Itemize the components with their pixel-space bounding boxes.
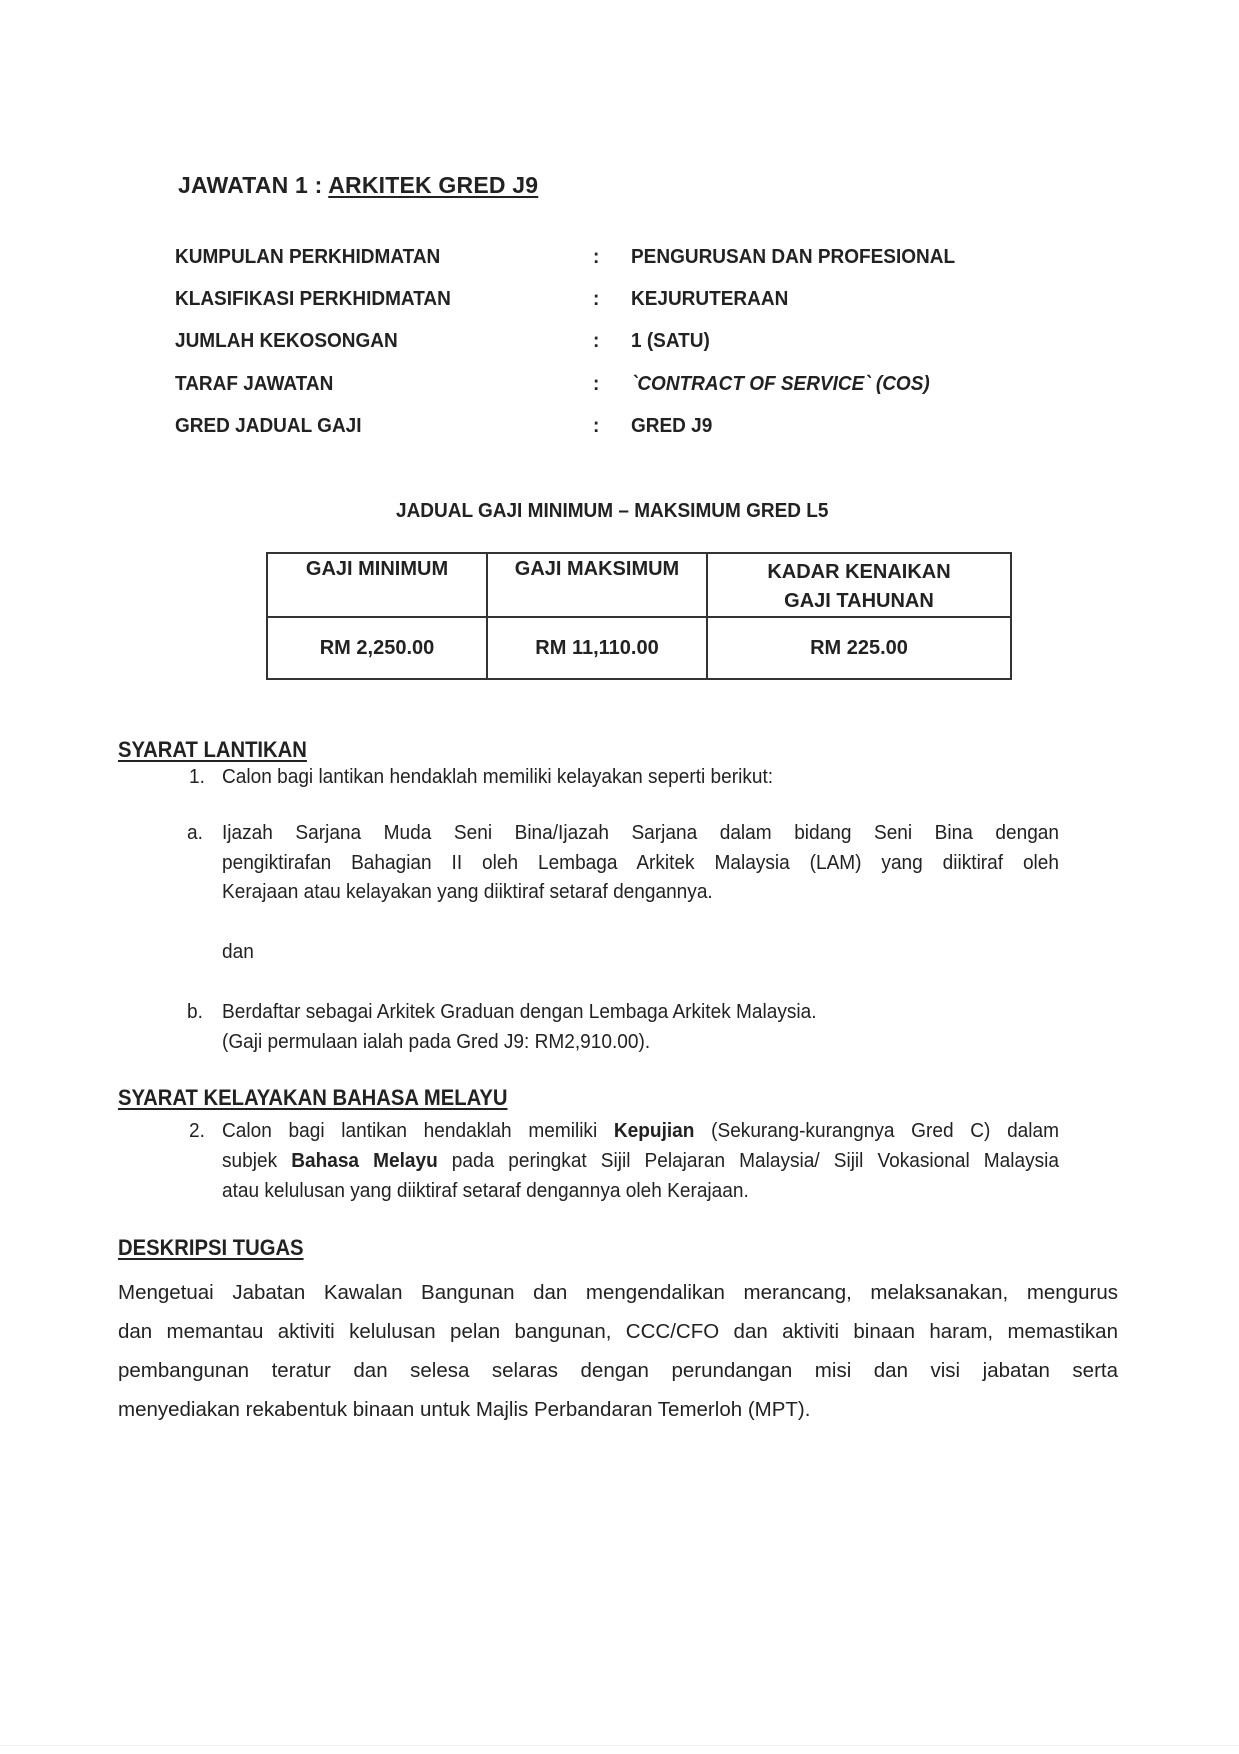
- salary-table-value-row: [267, 617, 1011, 679]
- item-a-line: pengiktirafan Bahagian II oleh Lembaga Arkitek Malaysia (LAM) yang diiktiraf oleh: [222, 851, 1059, 874]
- section-heading-syarat-bahasa: SYARAT KELAYAKAN BAHASA MELAYU: [118, 1085, 508, 1110]
- page-edge-divider: [0, 1745, 1239, 1746]
- text-segment: subjek: [222, 1149, 292, 1172]
- emphasis-kepujian: Kepujian: [613, 1119, 695, 1142]
- conjunction-dan: dan: [222, 940, 254, 963]
- detail-value: GRED J9: [631, 415, 713, 437]
- section-heading-syarat-lantikan: SYARAT LANTIKAN: [118, 737, 307, 762]
- detail-label: GRED JADUAL GAJI: [175, 415, 362, 437]
- detail-value: PENGURUSAN DAN PROFESIONAL: [631, 246, 956, 268]
- description-line: menyediakan rekabentuk binaan untuk Majlis Perbandaran Temerloh (MPT).: [118, 1398, 811, 1421]
- job-description: [118, 1273, 1118, 1429]
- item-number-2: 2.: [189, 1119, 205, 1142]
- title-prefix: JAWATAN 1 :: [178, 172, 329, 198]
- salary-table-header-row: [267, 553, 1011, 617]
- detail-label: KUMPULAN PERKHIDMATAN: [175, 246, 441, 268]
- description-line: Mengetuai Jabatan Kawalan Bangunan dan mengendalikan merancang, melaksanakan, mengurus: [118, 1281, 1118, 1304]
- detail-separator: :: [593, 415, 600, 437]
- emphasis-bahasa-melayu: Bahasa Melayu: [291, 1149, 438, 1172]
- position-name: ARKITEK GRED J9: [328, 172, 539, 198]
- header-gaji-maksimum: GAJI MAKSIMUM: [487, 553, 707, 617]
- header-gaji-minimum: GAJI MINIMUM: [267, 553, 487, 617]
- detail-label: TARAF JAWATAN: [175, 373, 334, 395]
- item-1-text: Calon bagi lantikan hendaklah memiliki kelayakan seperti berikut:: [222, 765, 774, 788]
- item-2-line: [222, 1116, 1059, 1146]
- item-2-line: atau kelulusan yang diiktiraf setaraf dengannya oleh Kerajaan.: [222, 1179, 749, 1202]
- value-gaji-maksimum: RM 11,110.00: [487, 617, 707, 679]
- header-line-1: KADAR KENAIKAN: [767, 561, 951, 583]
- item-2-line: [222, 1146, 1059, 1176]
- description-line: pembangunan teratur dan selesa selaras dengan perundangan misi dan visi jabatan serta: [118, 1359, 1118, 1382]
- value-gaji-minimum: RM 2,250.00: [267, 617, 487, 679]
- detail-value: `CONTRACT OF SERVICE` (COS): [631, 373, 930, 395]
- detail-value: 1 (SATU): [631, 330, 710, 352]
- text-segment: (Sekurang-kurangnya Gred C) dalam: [694, 1119, 1059, 1142]
- text-segment: pada peringkat Sijil Pelajaran Malaysia/ Sijil Vokasional Malaysia: [437, 1149, 1059, 1172]
- item-b-label: b.: [187, 1000, 203, 1023]
- detail-separator: :: [593, 330, 600, 352]
- item-a-label: a.: [187, 821, 203, 844]
- section-heading-deskripsi: DESKRIPSI TUGAS: [118, 1235, 304, 1260]
- detail-value: KEJURUTERAAN: [631, 288, 789, 310]
- text-segment: Calon bagi lantikan hendaklah memiliki: [222, 1119, 614, 1142]
- header-kadar-kenaikan: [707, 553, 1011, 617]
- item-number-1: 1.: [189, 765, 205, 788]
- detail-label: KLASIFIKASI PERKHIDMATAN: [175, 288, 451, 310]
- item-a-line: Kerajaan atau kelayakan yang diiktiraf setaraf dengannya.: [222, 880, 713, 903]
- item-b-line: (Gaji permulaan ialah pada Gred J9: RM2,910.00).: [222, 1030, 651, 1053]
- salary-table: [266, 552, 1012, 680]
- description-line: dan memantau aktiviti kelulusan pelan bangunan, CCC/CFO dan aktiviti binaan haram, memastikan: [118, 1320, 1118, 1343]
- detail-label: JUMLAH KEKOSONGAN: [175, 330, 398, 352]
- item-a-line: Ijazah Sarjana Muda Seni Bina/Ijazah Sarjana dalam bidang Seni Bina dengan: [222, 821, 1059, 844]
- header-line-2: GAJI TAHUNAN: [784, 590, 934, 612]
- page-title: [178, 172, 538, 199]
- item-b-line: Berdaftar sebagai Arkitek Graduan dengan Lembaga Arkitek Malaysia.: [222, 1000, 817, 1023]
- salary-table-title: JADUAL GAJI MINIMUM – MAKSIMUM GRED L5: [396, 500, 829, 522]
- detail-separator: :: [593, 246, 600, 268]
- detail-separator: :: [593, 373, 600, 395]
- value-kadar-kenaikan: RM 225.00: [707, 617, 1011, 679]
- detail-separator: :: [593, 288, 600, 310]
